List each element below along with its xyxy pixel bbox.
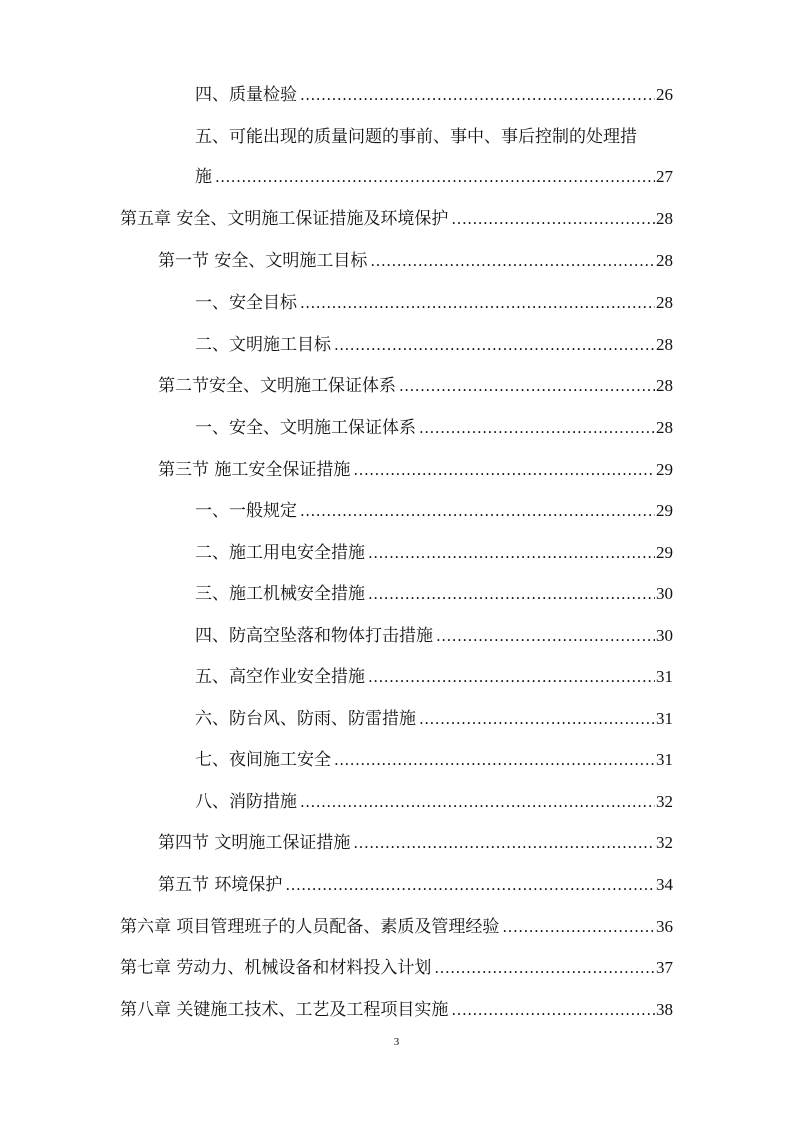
toc-entry-page: 36 [656,917,673,936]
toc-entry-title: 五、高空作业安全措施 [195,667,365,687]
toc-entry-title: 六、防台风、防雨、防雷措施 [195,709,416,729]
toc-entry-page: 31 [656,709,673,728]
toc-entry-title: 第七章 劳动力、机械设备和材料投入计划 [120,958,432,978]
dot-leader [285,872,655,898]
dot-leader [451,206,655,232]
toc-entry-section[interactable] [158,457,673,483]
toc-entry-title: 第二节安全、文明施工保证体系 [158,376,396,396]
dot-leader [334,332,655,358]
toc-entry-title: 第五章 安全、文明施工保证措施及环境保护 [120,209,449,229]
toc-entry-section[interactable] [158,248,673,274]
toc-entry-page: 32 [656,792,673,811]
toc-entry-page: 31 [656,667,673,686]
toc-entry-title: 一、安全、文明施工保证体系 [195,418,416,438]
dot-leader [370,248,655,274]
toc-entry[interactable] [195,664,673,690]
toc-entry-title: 二、文明施工目标 [195,335,331,355]
toc-entry[interactable] [195,623,673,649]
toc-entry[interactable] [195,290,673,316]
toc-entry-page: 28 [656,418,673,437]
dot-leader [502,914,655,940]
dot-leader [300,82,655,108]
toc-entry-page: 26 [656,85,673,104]
dot-leader [353,457,655,483]
dot-leader [451,997,655,1023]
toc-entry-title: 三、施工机械安全措施 [195,584,365,604]
dot-leader [368,664,655,690]
toc-entry-title: 第八章 关键施工技术、工艺及工程项目实施 [120,1000,449,1020]
toc-entry-page: 32 [656,833,673,852]
toc-entry[interactable] [195,415,673,441]
dot-leader [300,290,655,316]
dot-leader [368,540,655,566]
toc-entry-title: 第一节 安全、文明施工目标 [158,251,368,271]
toc-entry-page: 28 [656,251,673,270]
toc-entry-page: 28 [656,335,673,354]
toc-entry[interactable] [195,581,673,607]
toc-entry-title: 八、消防措施 [195,792,297,812]
toc-entry-page: 34 [656,875,673,894]
toc-entry-page: 29 [656,501,673,520]
toc-entry[interactable] [195,706,673,732]
toc-entry-page: 28 [656,209,673,228]
toc-entry[interactable] [195,332,673,358]
toc-entry-section[interactable] [158,373,673,399]
toc-entry-title: 七、夜间施工安全 [195,750,331,770]
toc-entry-page: 30 [656,626,673,645]
dot-leader [300,789,655,815]
dot-leader [399,373,655,399]
page-number: 3 [393,1036,400,1048]
toc-entry-page: 28 [656,376,673,395]
toc-entry-title: 四、质量检验 [195,85,297,105]
toc-entry-continuation[interactable] [195,164,673,190]
toc-entry-chapter[interactable] [120,997,673,1023]
toc-entry-chapter[interactable] [120,914,673,940]
toc-entry-title: 第四节 文明施工保证措施 [158,833,351,853]
dot-leader [434,955,655,981]
toc-entry-page: 30 [656,584,673,603]
toc-entry[interactable] [195,540,673,566]
dot-leader [353,830,655,856]
dot-leader [419,706,655,732]
toc-entry-title: 第六章 项目管理班子的人员配备、素质及管理经验 [120,917,500,937]
toc-entry-chapter[interactable] [120,955,673,981]
toc-entry-wrapped[interactable] [195,124,637,150]
toc-entry-continuation-title: 施 [195,167,212,187]
toc-entry-title: 四、防高空坠落和物体打击措施 [195,626,433,646]
toc-entry-section[interactable] [158,872,673,898]
toc-entry-section[interactable] [158,830,673,856]
toc-entry-title: 一、安全目标 [195,293,297,313]
dot-leader [215,164,655,190]
toc-entry-page: 27 [656,167,673,186]
dot-leader [368,581,655,607]
toc-entry-page: 38 [656,1000,673,1019]
toc-entry-title: 五、可能出现的质量问题的事前、事中、事后控制的处理措 [195,127,637,147]
toc-entry-title: 第三节 施工安全保证措施 [158,460,351,480]
dot-leader [419,415,655,441]
toc-entry[interactable] [195,498,673,524]
toc-entry-title: 二、施工用电安全措施 [195,543,365,563]
toc-entry-page: 31 [656,750,673,769]
toc-entry-title: 第五节 环境保护 [158,875,283,895]
toc-entry-page: 29 [656,543,673,562]
dot-leader [300,498,655,524]
toc-entry[interactable] [195,747,673,773]
toc-entry[interactable] [195,82,673,108]
toc-entry-page: 29 [656,460,673,479]
toc-entry-page: 28 [656,293,673,312]
dot-leader [334,747,655,773]
toc-entry[interactable] [195,789,673,815]
toc-entry-page: 37 [656,958,673,977]
dot-leader [436,623,655,649]
toc-entry-title: 一、一般规定 [195,501,297,521]
toc-entry-chapter[interactable] [120,206,673,232]
